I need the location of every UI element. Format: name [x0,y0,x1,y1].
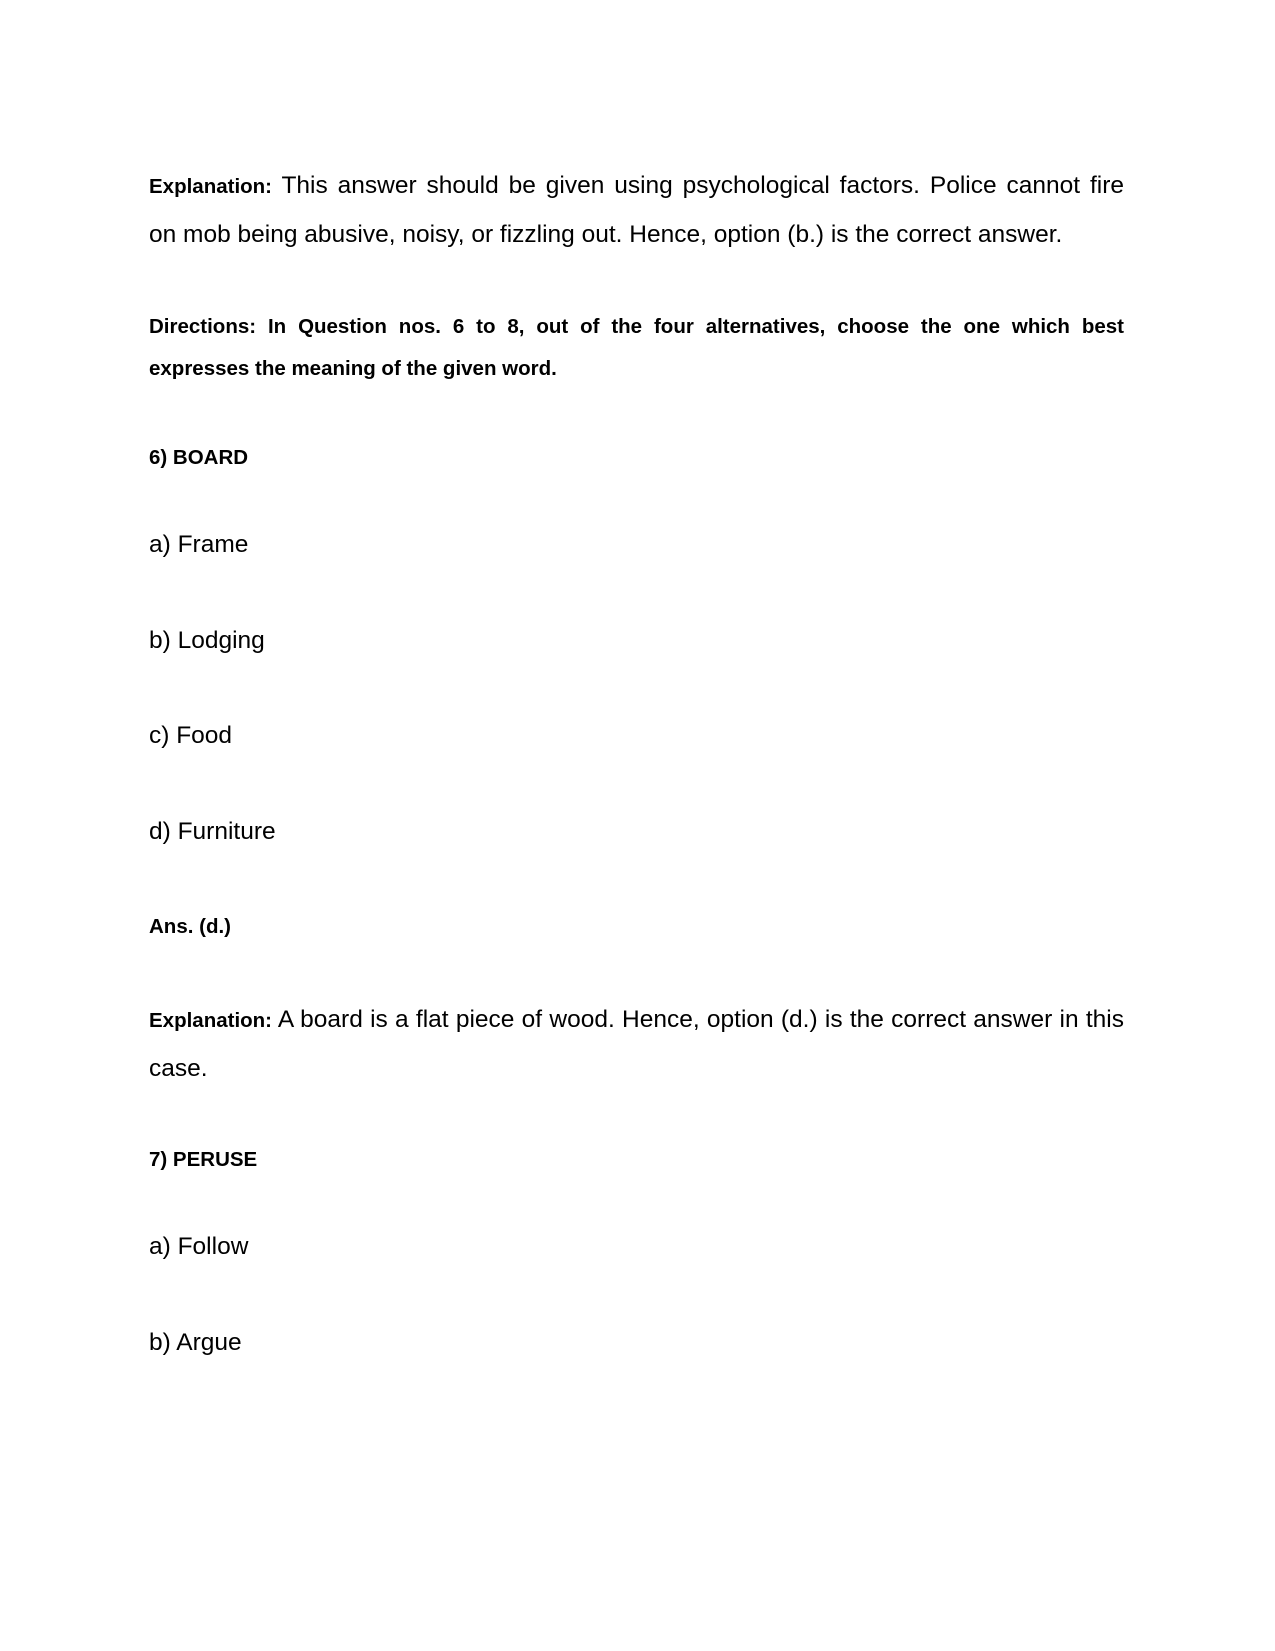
explanation-text: A board is a flat piece of wood. Hence, option (d.) is the correct answer in this case. [149,1006,1124,1082]
explanation-label: Explanation: [149,1009,273,1032]
explanation-q5 [149,162,1124,259]
question-6-option-b: b) Lodging [149,627,265,654]
explanation-label: Explanation: [149,175,273,198]
question-6-answer: Ans. (d.) [149,915,231,938]
question-6-option-a: a) Frame [149,531,249,558]
question-6-option-d: d) Furniture [149,818,276,845]
explanation-text: This answer should be given using psychological factors. Police cannot fire on mob being abusive, noisy, or fizzling out. Hence, option (b.) is the correct answer. [149,172,1124,248]
question-6-option-c: c) Food [149,722,233,749]
explanation-q6 [149,996,1124,1093]
question-7-option-b: b) Argue [149,1329,242,1356]
directions-text: Directions: In Question nos. 6 to 8, out of the four alternatives, choose the one which best expresses the meaning of the given word. [149,315,1124,380]
question-7-title: 7) PERUSE [149,1148,258,1171]
question-7-option-a: a) Follow [149,1233,249,1260]
question-6-title: 6) BOARD [149,446,249,469]
